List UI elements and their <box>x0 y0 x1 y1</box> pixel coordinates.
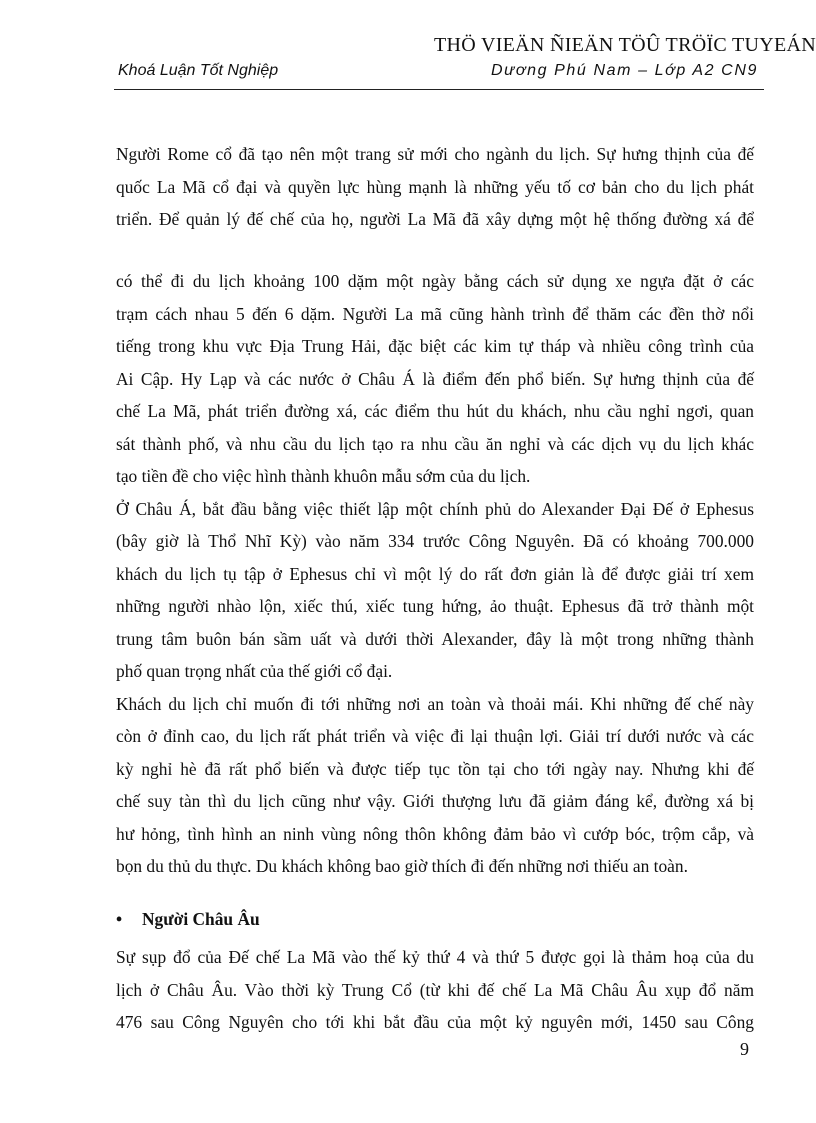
text-line: tiếng trong khu vực Địa Trung Hải, đặc biệt các kim tự tháp và nhiều công trình của <box>116 336 754 356</box>
text-line: triển. Để quản lý đế chế của họ, người La Mã đã xây dựng một hệ thống đường xá để <box>116 209 754 229</box>
header-author-class: Dương Phú Nam – Lớp A2 CN9 <box>490 62 758 79</box>
page-number: 9 <box>740 1039 749 1059</box>
text-line: lịch ở Châu Âu. Vào thời kỳ Trung Cổ (từ khi đế chế La Mã Châu Âu xụp đổ năm <box>116 979 754 1000</box>
text-line: có thể đi du lịch khoảng 100 dặm một ngày bằng cách sử dụng xe ngựa đặt ở các <box>116 271 754 291</box>
text-line: hư hỏng, tình hình an ninh vùng nông thôn không đảm bảo vì cướp bóc, trộm cắp, và <box>116 823 754 844</box>
text-line: Khách du lịch chỉ muốn đi tới những nơi an toàn và thoải mái. Khi những đế chế này <box>116 693 754 714</box>
section-heading-text: Người Châu Âu <box>142 909 260 929</box>
text-line: bọn du thủ du thực. Du khách không bao giờ thích đi đến những nơi thiếu an toàn. <box>116 856 688 876</box>
text-line: kỳ nghỉ hè đã rất phổ biến và được tiếp tục tồn tại cho tới ngày nay. Nhưng khi đế <box>116 758 754 779</box>
text-line: Sự sụp đổ của Đế chế La Mã vào thế kỷ thứ 4 và thứ 5 được gọi là thảm hoạ của du <box>116 947 754 967</box>
text-line: chế suy tàn thì du lịch cũng như vậy. Giới thượng lưu đã giảm đáng kể, đường xá bị <box>116 791 754 811</box>
text-line: những người nhào lộn, xiếc thú, xiếc tung hứng, ảo thuật. Ephesus đã trở thành một <box>116 596 754 616</box>
bullet-icon: • <box>116 909 123 929</box>
text-line: quốc La Mã cổ đại và quyền lực hùng mạnh là những yếu tố cơ bản cho du lịch phát <box>116 176 754 197</box>
text-line: Người Rome cổ đã tạo nên một trang sử mới cho ngành du lịch. Sự hưng thịnh của đế <box>116 144 754 164</box>
text-line: (bây giờ là Thổ Nhĩ Kỳ) vào năm 334 trước Công Nguyên. Đã có khoảng 700.000 <box>116 531 754 551</box>
paragraph-rome-intro <box>116 138 754 236</box>
text-line: 476 sau Công Nguyên cho tới khi bắt đầu của một kỷ nguyên mới, 1450 sau Công <box>116 1012 754 1032</box>
text-line: tạo tiền đề cho việc hình thành khuôn mẫu sớm của du lịch. <box>116 466 531 486</box>
main-body-text <box>116 265 754 883</box>
text-line: trạm cách nhau 5 đến 6 dặm. Người La mã cũng hành trình để thăm các đền thờ nổi <box>116 303 754 324</box>
paragraph-europe <box>116 941 754 1039</box>
running-header <box>118 62 758 88</box>
text-line: Ai Cập. Hy Lạp và các nước ở Châu Á là điểm đến phổ biến. Sự hưng thịnh của đế <box>116 368 754 389</box>
text-line: sát thành phố, và nhu cầu du lịch tạo ra nhu cầu ăn nghỉ và các dịch vụ du lịch khác <box>116 433 754 454</box>
text-line: trung tâm buôn bán sầm uất và dưới thời Alexander, đây là một trong những thành <box>116 628 754 649</box>
site-watermark-title: THÖ VIEÄN ÑIEÄN TÖÛ TRÖÏC TUYEÁN <box>434 34 816 56</box>
header-thesis-label: Khoá Luận Tốt Nghiệp <box>118 62 279 79</box>
text-line: còn ở đỉnh cao, du lịch rất phát triển và việc đi lại thuận lợi. Giải trí dưới nước và các <box>116 726 754 746</box>
text-line: phố quan trọng nhất của thế giới cổ đại. <box>116 661 393 681</box>
text-line: chế La Mã, phát triển đường xá, các điểm thu hút du khách, nhu cầu nghỉ ngơi, quan <box>116 401 754 421</box>
header-divider <box>114 89 764 90</box>
section-heading-europeans <box>116 909 260 930</box>
text-line: Ở Châu Á, bắt đầu bằng việc thiết lập một chính phủ do Alexander Đại Đế ở Ephesus <box>116 498 754 519</box>
text-line: khách du lịch tụ tập ở Ephesus chỉ vì một lý do rất đơn giản là để được giải trí xem <box>116 563 754 584</box>
